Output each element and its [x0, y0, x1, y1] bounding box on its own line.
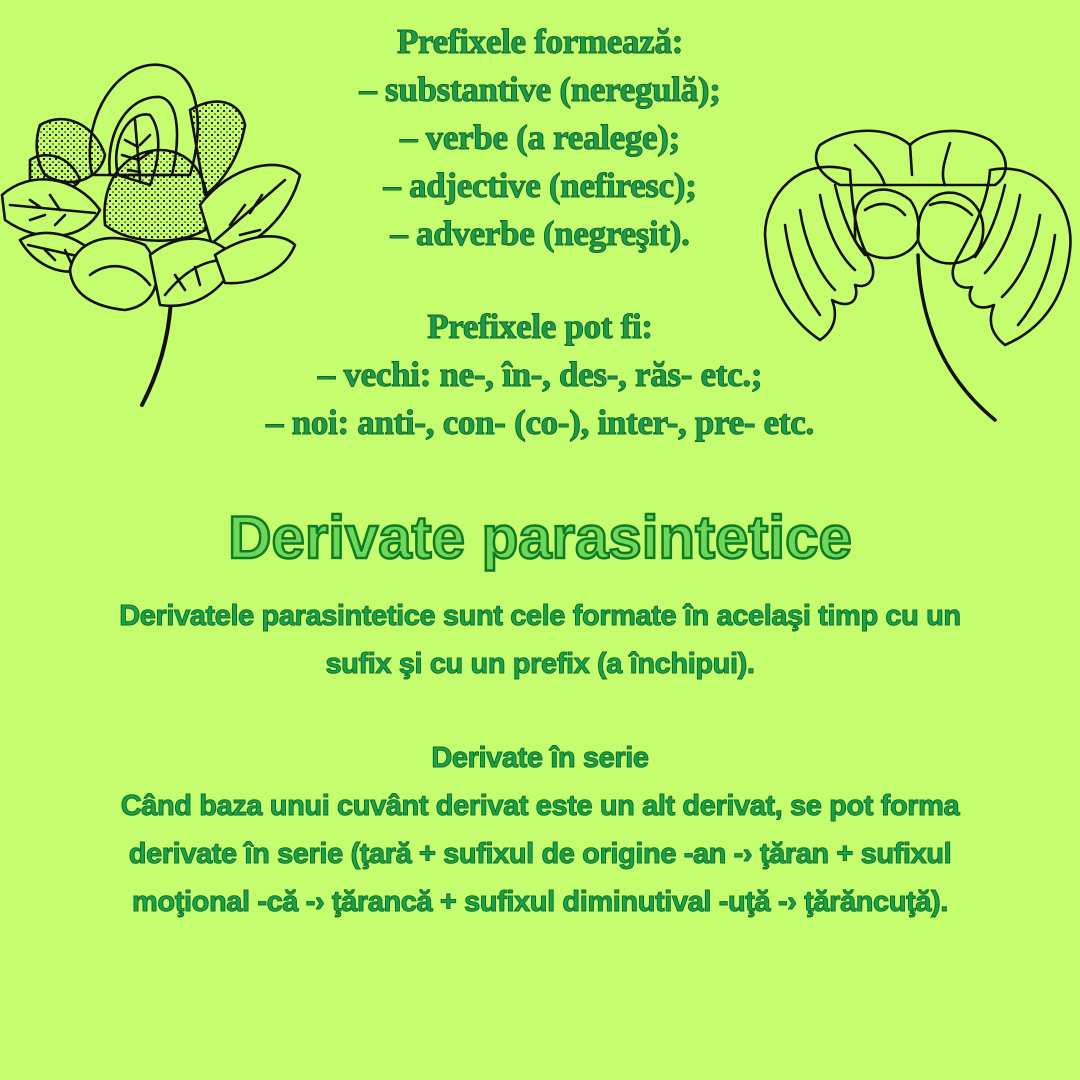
paragraph-line: moţional -că -› ţărancă + sufixul diminutival -uţă -› ţărăncuţă).: [132, 886, 948, 918]
series-paragraph: [20, 734, 1060, 926]
prefix-types-item: – vechi: ne-, în-, des-, răs- etc.;: [317, 355, 763, 394]
prefix-forms-item: – substantive (neregulă);: [359, 70, 721, 109]
paragraph-line: sufix şi cu un prefix (a închipui).: [325, 648, 755, 680]
parasynthetic-paragraph: [20, 592, 1060, 688]
prefix-types-item: – noi: anti-, con- (co-), inter-, pre- etc.: [266, 403, 814, 442]
prefix-forms-item: – verbe (a realege);: [399, 118, 681, 157]
prefix-forms-item: – adverbe (negreşit).: [390, 214, 690, 253]
paragraph-line: derivate în serie (ţară + sufixul de origine -an -› ţăran + sufixul: [128, 838, 952, 870]
paragraph-line: Când baza unui cuvânt derivat este un alt derivat, se pot forma: [120, 790, 960, 822]
prefix-types-block: [180, 303, 900, 447]
prefix-forms-title: Prefixele formează:: [396, 22, 684, 61]
prefix-types-title: Prefixele pot fi:: [427, 307, 653, 346]
series-title: Derivate în serie: [431, 742, 649, 774]
prefix-forms-block: [180, 18, 900, 258]
section-heading: Derivate parasintetice: [228, 504, 852, 571]
paragraph-line: Derivatele parasintetice sunt cele formate în acelaşi timp cu un: [119, 600, 961, 632]
prefix-forms-item: – adjective (nefiresc);: [383, 166, 697, 205]
